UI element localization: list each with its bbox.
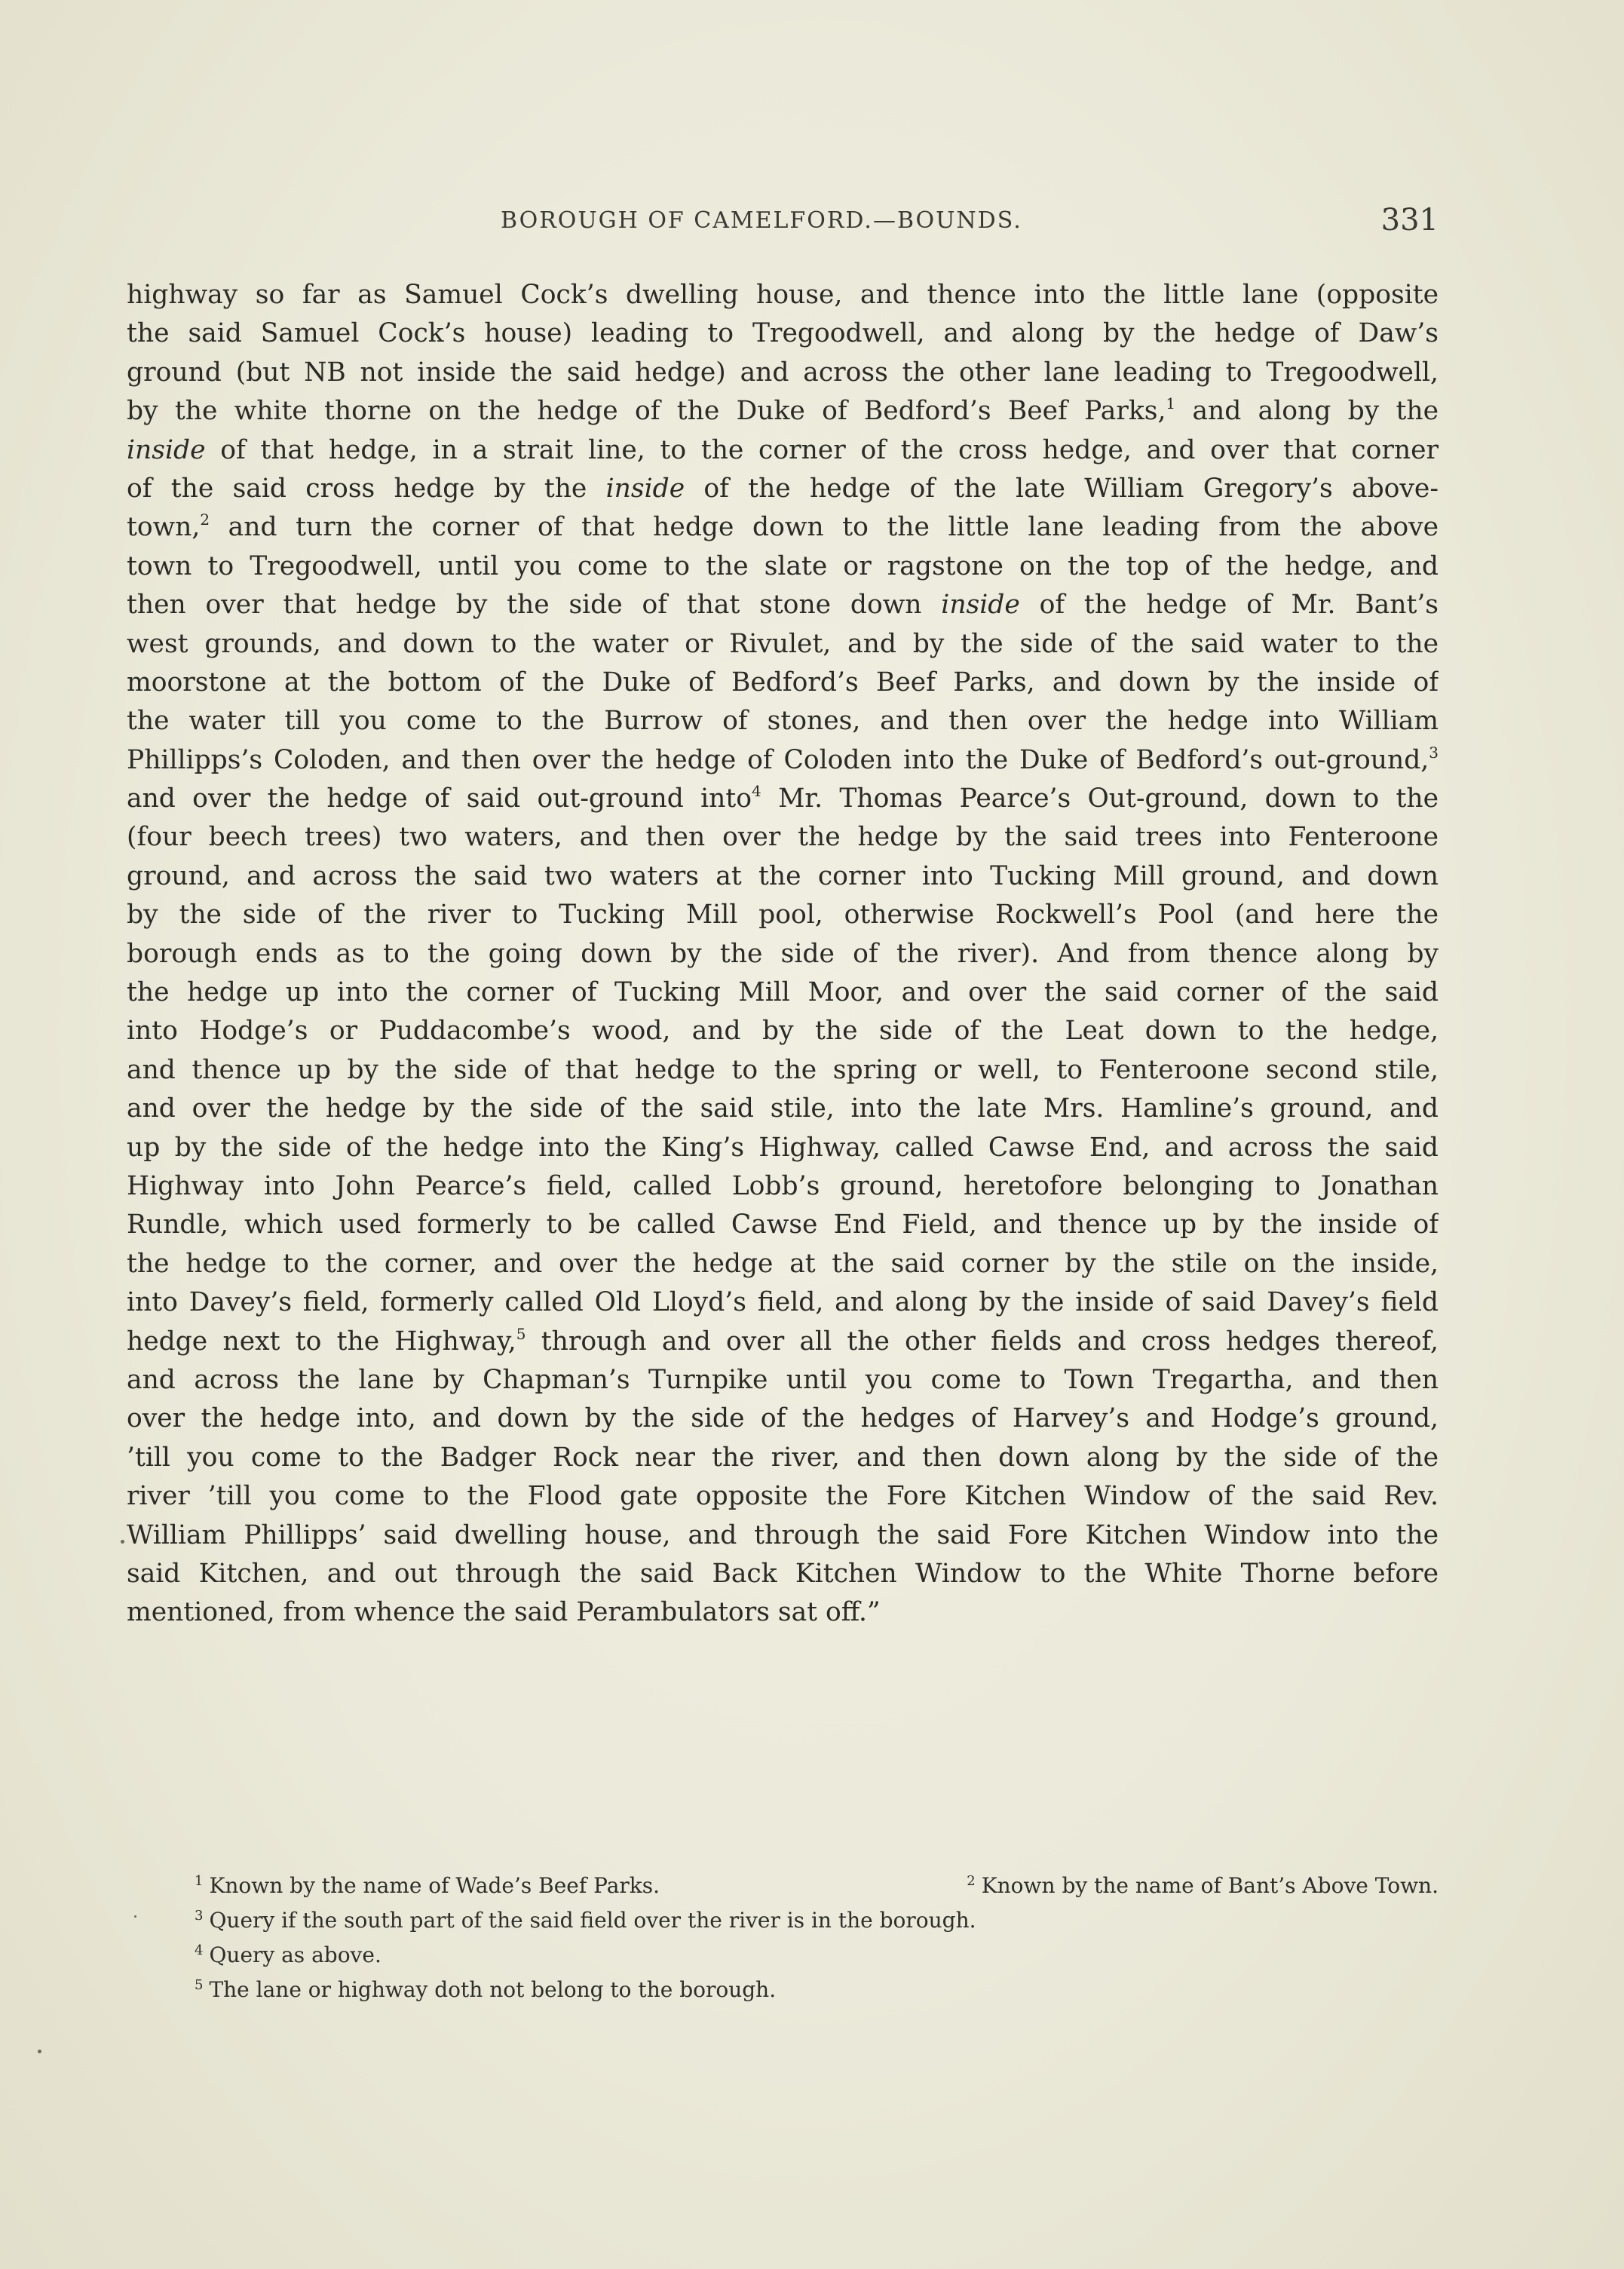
footnote-3: $^3$ Query if the south part of the said field over the river is in the borough. [195,1908,976,1933]
paper-speck [134,1915,136,1918]
italic-emphasis: inside [127,434,206,465]
text-line: ’till you come to the Badger Rock near the river, and then down along by the side of the [127,1442,1439,1473]
footnote-row [195,1938,1439,1973]
page-number: 331 [1380,203,1439,238]
footnote-ref: 2 [200,511,210,529]
text-line: Phillipps’s Coloden, and then over the hedge of Coloden into the Duke of Bedford’s out-ground,$^3$ [127,743,1439,775]
footnote-row [195,1869,1439,1903]
text-line: ground, and across the said two waters at the corner into Tucking Mill ground, and down [127,860,1439,891]
text-line: Highway into John Pearce’s field, called Lobb’s ground, heretofore belonging to Jonathan [127,1170,1439,1201]
footnote-ref: 3 [1429,743,1439,762]
text-line: and over the hedge of said out-ground into$^4$ Mr. Thomas Pearce’s Out-ground, down to the [127,782,1439,814]
page-header [127,203,1439,245]
footnote-2: $^2$ Known by the name of Bant’s Above Town. [967,1873,1439,1898]
text-line: Rundle, which used formerly to be called Cawse End Field, and thence up by the inside of [127,1210,1439,1240]
text-line: town,$^2$ and turn the corner of that hedge down to the little lane leading from the above [127,511,1439,543]
text-line: over the hedge into, and down by the side of the hedges of Harvey’s and Hodge’s ground, [127,1403,1439,1434]
text-line: and thence up by the side of that hedge to the spring or well, to Fenteroone second stile, [127,1054,1439,1085]
text-line: moorstone at the bottom of the Duke of Bedford’s Beef Parks, and down by the inside of [127,667,1439,698]
footnote-row [195,1973,1439,2007]
footnote-1: $^1$ Known by the name of Wade’s Beef Parks. [195,1873,660,1898]
text-line: highway so far as Samuel Cock’s dwelling house, and thence into the little lane (opposite [127,280,1439,310]
text-line: inside of that hedge, in a strait line, to the corner of the cross hedge, and over that corner [127,434,1439,465]
text-line: then over that hedge by the side of that stone down inside of the hedge of Mr. Bant’s [127,590,1439,621]
text-line: borough ends as to the going down by the side of the river). And from thence along by [127,938,1439,969]
text-line: town to Tregoodwell, until you come to the slate or ragstone on the top of the hedge, and [127,550,1439,581]
text-line: said Kitchen, and out through the said Back Kitchen Window to the White Thorne before [127,1558,1439,1589]
text-line: the water till you come to the Burrow of stones, and then over the hedge into William [127,706,1439,737]
text-line: by the white thorne on the hedge of the Duke of Bedford’s Beef Parks,$^1$ and along by the [127,394,1439,427]
running-title: BOROUGH OF CAMELFORD.—BOUNDS. [501,207,1022,234]
footnote-ref: 1 [1166,394,1176,413]
text-line: William Phillipps’ said dwelling house, and through the said Fore Kitchen Window into the [127,1519,1439,1550]
text-line: (four beech trees) two waters, and then over the hedge by the said trees into Fenteroone [127,822,1439,853]
footnote-ref: 5 [516,1324,526,1343]
text-line: into Davey’s field, formerly called Old Lloyd’s field, and along by the inside of said Davey’s field [127,1287,1439,1318]
paper-speck [38,2050,41,2053]
italic-emphasis: inside [605,473,685,504]
text-line: the hedge up into the corner of Tucking Mill Moor, and over the said corner of the said [127,977,1439,1008]
text-line: by the side of the river to Tucking Mill pool, otherwise Rockwell’s Pool (and here the [127,900,1439,931]
text-line: and over the hedge by the side of the said stile, into the late Mrs. Hamline’s ground, and [127,1093,1439,1124]
text-line: the hedge to the corner, and over the hedge at the said corner by the stile on the inside, [127,1248,1439,1279]
text-line: of the said cross hedge by the inside of the hedge of the late William Gregory’s above- [127,473,1439,504]
text-line: ground (but NB not inside the said hedge) and across the other lane leading to Tregoodwell, [127,357,1439,388]
italic-emphasis: inside [941,590,1020,621]
text-line: into Hodge’s or Puddacombe’s wood, and by the side of the Leat down to the hedge, [127,1016,1439,1047]
text-line: west grounds, and down to the water or Rivulet, and by the side of the said water to the [127,628,1439,659]
text-line: river ’till you come to the Flood gate opposite the Fore Kitchen Window of the said Rev. [127,1481,1439,1512]
text-line: up by the side of the hedge into the King’s Highway, called Cawse End, and across the said [127,1132,1439,1163]
paper-speck [121,1540,124,1544]
text-line: and across the lane by Chapman’s Turnpike until you come to Town Tregartha, and then [127,1364,1439,1395]
footnote-ref: 4 [752,782,761,801]
footnotes [195,1869,1439,2007]
body-text [127,276,1439,1633]
text-line: the said Samuel Cock’s house) leading to Tregoodwell, and along by the hedge of Daw’s [127,318,1439,349]
text-line: hedge next to the Highway,$^5$ through and over all the other fields and cross hedges thereof, [127,1324,1439,1357]
footnote-row [195,1903,1439,1938]
footnote-4: $^4$ Query as above. [195,1942,381,1967]
text-line: mentioned, from whence the said Perambulators sat off.” [127,1597,881,1628]
footnote-5: $^5$ The lane or highway doth not belong to the borough. [195,1977,777,2002]
